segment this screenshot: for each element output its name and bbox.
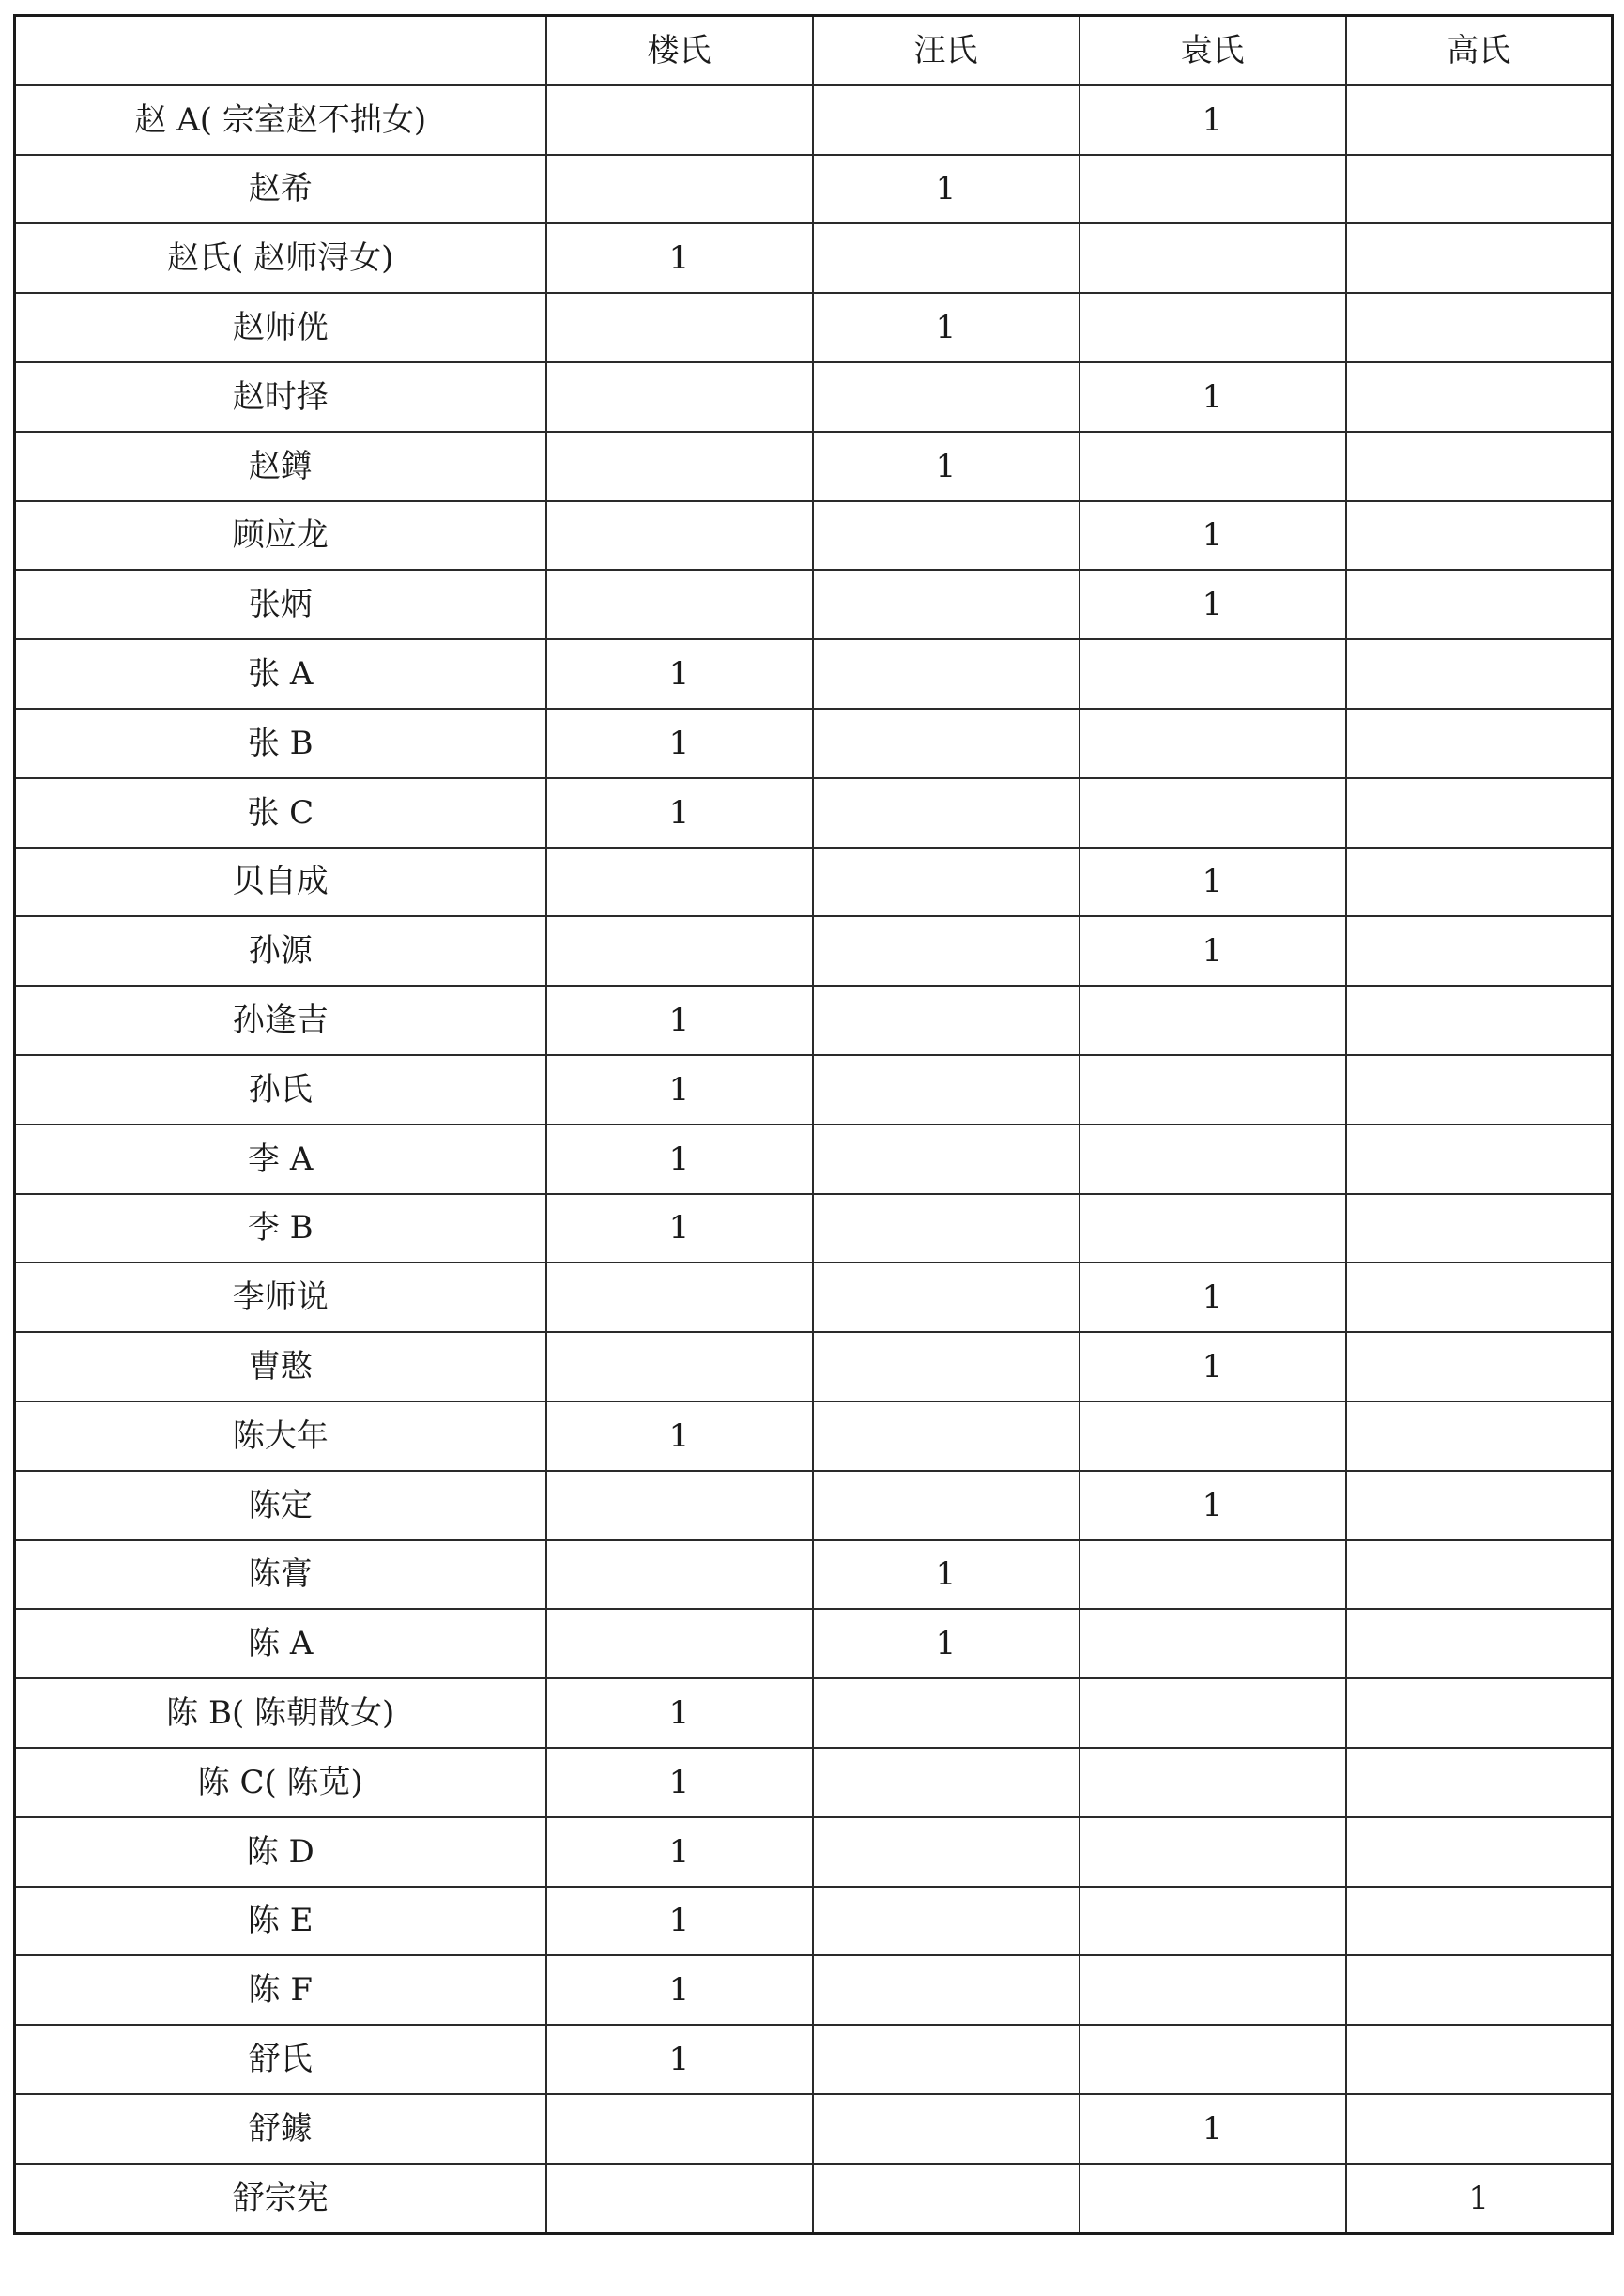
table-cell	[1080, 155, 1346, 224]
table-cell	[1346, 1401, 1613, 1471]
table-cell	[1080, 432, 1346, 501]
table-row	[15, 2164, 1613, 2233]
table-cell: 1	[813, 155, 1080, 224]
table-cell: 1	[546, 1194, 813, 1263]
table-cell	[546, 155, 813, 224]
table-cell	[1080, 1194, 1346, 1263]
table-cell	[1080, 1609, 1346, 1678]
table-cell: 1	[1080, 85, 1346, 155]
table-cell: 1	[1080, 1332, 1346, 1401]
table-row	[15, 778, 1613, 848]
table-cell	[546, 2094, 813, 2164]
table-cell	[1080, 1678, 1346, 1748]
table-cell	[1346, 1055, 1613, 1125]
table-cell	[813, 570, 1080, 639]
table-cell	[1346, 1955, 1613, 2025]
table-cell	[813, 1678, 1080, 1748]
table-cell	[813, 916, 1080, 986]
table-cell: 1	[546, 223, 813, 293]
table-row	[15, 1471, 1613, 1540]
table-cell: 1	[546, 2025, 813, 2094]
table-row	[15, 916, 1613, 986]
table-cell	[1080, 2164, 1346, 2233]
table-cell: 1	[813, 1540, 1080, 1610]
table-cell	[1346, 1194, 1613, 1263]
table-cell: 1	[1080, 1263, 1346, 1332]
row-label-cell: 陈定	[15, 1471, 546, 1540]
table-cell	[1346, 501, 1613, 571]
table-cell: 1	[1080, 848, 1346, 917]
column-header: 高氏	[1346, 16, 1613, 85]
table-cell: 1	[546, 1125, 813, 1194]
table-cell	[1346, 1678, 1613, 1748]
header-row	[15, 16, 1613, 85]
row-label-cell: 李 A	[15, 1125, 546, 1194]
row-label-cell: 赵希	[15, 155, 546, 224]
table-cell	[813, 85, 1080, 155]
table-row	[15, 501, 1613, 571]
table-cell: 1	[813, 293, 1080, 362]
table-row	[15, 293, 1613, 362]
row-label-cell: 赵时择	[15, 362, 546, 432]
table-cell	[1080, 223, 1346, 293]
table-cell	[1346, 2094, 1613, 2164]
row-label-cell: 孙氏	[15, 1055, 546, 1125]
table-body	[15, 85, 1613, 2233]
table-row	[15, 362, 1613, 432]
table-cell	[813, 1887, 1080, 1956]
row-label-cell: 陈 F	[15, 1955, 546, 2025]
table-row	[15, 1332, 1613, 1401]
table-cell	[1080, 986, 1346, 1055]
table-cell	[546, 501, 813, 571]
table-row	[15, 1609, 1613, 1678]
table-cell	[1080, 1955, 1346, 2025]
table-cell: 1	[813, 432, 1080, 501]
row-label-cell: 赵鐏	[15, 432, 546, 501]
table-header	[15, 16, 1613, 85]
table-cell	[1346, 709, 1613, 778]
row-label-cell: 赵师侊	[15, 293, 546, 362]
table-cell: 1	[1346, 2164, 1613, 2233]
table-cell	[813, 848, 1080, 917]
table-row	[15, 848, 1613, 917]
table-cell: 1	[1080, 570, 1346, 639]
table-cell: 1	[546, 986, 813, 1055]
table-cell	[813, 986, 1080, 1055]
table-cell	[813, 2164, 1080, 2233]
table-cell	[1346, 293, 1613, 362]
table-cell	[813, 1125, 1080, 1194]
table-row	[15, 2025, 1613, 2094]
table-cell: 1	[546, 1678, 813, 1748]
table-cell	[1346, 223, 1613, 293]
table-cell	[546, 362, 813, 432]
table-cell	[1346, 362, 1613, 432]
table-row	[15, 1955, 1613, 2025]
table-row	[15, 223, 1613, 293]
table-cell	[813, 1955, 1080, 2025]
table-cell	[813, 709, 1080, 778]
table-cell: 1	[546, 1887, 813, 1956]
table-cell: 1	[546, 1955, 813, 2025]
table-cell	[1346, 85, 1613, 155]
table-row	[15, 1125, 1613, 1194]
table-cell	[546, 848, 813, 917]
table-cell: 1	[1080, 916, 1346, 986]
table-row	[15, 2094, 1613, 2164]
table-cell: 1	[546, 1055, 813, 1125]
table-cell	[813, 1817, 1080, 1887]
table-cell: 1	[1080, 362, 1346, 432]
table-cell	[1346, 1125, 1613, 1194]
table-row	[15, 1748, 1613, 1817]
row-label-cell: 张 A	[15, 639, 546, 709]
table-cell	[546, 85, 813, 155]
table-row	[15, 570, 1613, 639]
table-cell	[813, 1401, 1080, 1471]
row-label-cell: 舒鐻	[15, 2094, 546, 2164]
table-cell	[546, 2164, 813, 2233]
column-header: 袁氏	[1080, 16, 1346, 85]
table-cell	[1346, 778, 1613, 848]
table-cell	[1346, 570, 1613, 639]
table-cell	[1080, 1540, 1346, 1610]
row-label-cell: 赵氏( 赵师浔女)	[15, 223, 546, 293]
table-row	[15, 709, 1613, 778]
table-cell	[546, 432, 813, 501]
table-row	[15, 1887, 1613, 1956]
table-cell	[813, 2025, 1080, 2094]
row-label-cell: 陈大年	[15, 1401, 546, 1471]
table-cell	[813, 1055, 1080, 1125]
table-cell	[1346, 848, 1613, 917]
table-cell	[1346, 639, 1613, 709]
row-label-cell: 张 B	[15, 709, 546, 778]
row-label-cell: 李师说	[15, 1263, 546, 1332]
table-cell	[1346, 1471, 1613, 1540]
table-cell	[546, 916, 813, 986]
data-table-container	[13, 14, 1611, 2235]
table-cell	[546, 293, 813, 362]
table-row	[15, 1401, 1613, 1471]
table-cell	[1080, 639, 1346, 709]
table-row	[15, 155, 1613, 224]
row-label-cell: 顾应龙	[15, 501, 546, 571]
table-row	[15, 1540, 1613, 1610]
table-cell	[546, 570, 813, 639]
table-cell	[1346, 432, 1613, 501]
table-cell	[1080, 1817, 1346, 1887]
table-cell	[1346, 1540, 1613, 1610]
row-label-cell: 孙源	[15, 916, 546, 986]
table-cell	[813, 2094, 1080, 2164]
table-cell	[1346, 1817, 1613, 1887]
table-cell	[813, 639, 1080, 709]
table-cell	[1346, 1887, 1613, 1956]
table-cell	[1080, 709, 1346, 778]
row-label-cell: 陈膏	[15, 1540, 546, 1610]
table-row	[15, 1263, 1613, 1332]
table-cell	[813, 778, 1080, 848]
column-header: 楼氏	[546, 16, 813, 85]
table-cell: 1	[813, 1609, 1080, 1678]
row-label-cell: 陈 B( 陈朝散女)	[15, 1678, 546, 1748]
table-cell	[546, 1332, 813, 1401]
table-cell	[1080, 1055, 1346, 1125]
table-cell	[813, 1194, 1080, 1263]
table-cell	[546, 1263, 813, 1332]
table-cell	[1346, 1609, 1613, 1678]
table-row	[15, 1055, 1613, 1125]
table-cell	[813, 1471, 1080, 1540]
table-cell	[1346, 1263, 1613, 1332]
row-label-cell: 曹憨	[15, 1332, 546, 1401]
row-label-cell: 陈 D	[15, 1817, 546, 1887]
table-cell	[813, 501, 1080, 571]
row-label-cell: 张 C	[15, 778, 546, 848]
table-cell	[546, 1609, 813, 1678]
table-cell	[1346, 2025, 1613, 2094]
row-label-cell: 陈 A	[15, 1609, 546, 1678]
table-cell	[1080, 1401, 1346, 1471]
table-cell: 1	[1080, 2094, 1346, 2164]
table-cell	[813, 1332, 1080, 1401]
table-cell	[1346, 1332, 1613, 1401]
row-label-cell: 李 B	[15, 1194, 546, 1263]
row-label-cell: 贝自成	[15, 848, 546, 917]
table-row	[15, 1678, 1613, 1748]
table-cell	[1346, 986, 1613, 1055]
header-corner-cell	[15, 16, 546, 85]
table-cell	[813, 223, 1080, 293]
table-cell	[1080, 2025, 1346, 2094]
table-row	[15, 85, 1613, 155]
table-cell	[1346, 155, 1613, 224]
column-header: 汪氏	[813, 16, 1080, 85]
table-cell	[546, 1540, 813, 1610]
table-row	[15, 986, 1613, 1055]
table-row	[15, 1194, 1613, 1263]
family-table	[13, 14, 1614, 2235]
table-cell	[813, 362, 1080, 432]
table-cell: 1	[1080, 1471, 1346, 1540]
table-cell	[1080, 1748, 1346, 1817]
table-cell: 1	[546, 1748, 813, 1817]
table-cell: 1	[1080, 501, 1346, 571]
table-row	[15, 639, 1613, 709]
table-cell	[1080, 1125, 1346, 1194]
table-cell: 1	[546, 778, 813, 848]
table-cell: 1	[546, 1817, 813, 1887]
table-cell	[813, 1263, 1080, 1332]
row-label-cell: 陈 C( 陈苋)	[15, 1748, 546, 1817]
table-cell: 1	[546, 1401, 813, 1471]
table-cell	[1080, 1887, 1346, 1956]
row-label-cell: 赵 A( 宗室赵不拙女)	[15, 85, 546, 155]
row-label-cell: 舒宗宪	[15, 2164, 546, 2233]
row-label-cell: 陈 E	[15, 1887, 546, 1956]
table-cell	[813, 1748, 1080, 1817]
table-cell: 1	[546, 709, 813, 778]
row-label-cell: 孙逢吉	[15, 986, 546, 1055]
table-cell	[546, 1471, 813, 1540]
table-cell	[1080, 778, 1346, 848]
row-label-cell: 张炳	[15, 570, 546, 639]
table-cell	[1080, 293, 1346, 362]
row-label-cell: 舒氏	[15, 2025, 546, 2094]
table-cell	[1346, 1748, 1613, 1817]
table-cell: 1	[546, 639, 813, 709]
table-row	[15, 1817, 1613, 1887]
table-cell	[1346, 916, 1613, 986]
table-row	[15, 432, 1613, 501]
